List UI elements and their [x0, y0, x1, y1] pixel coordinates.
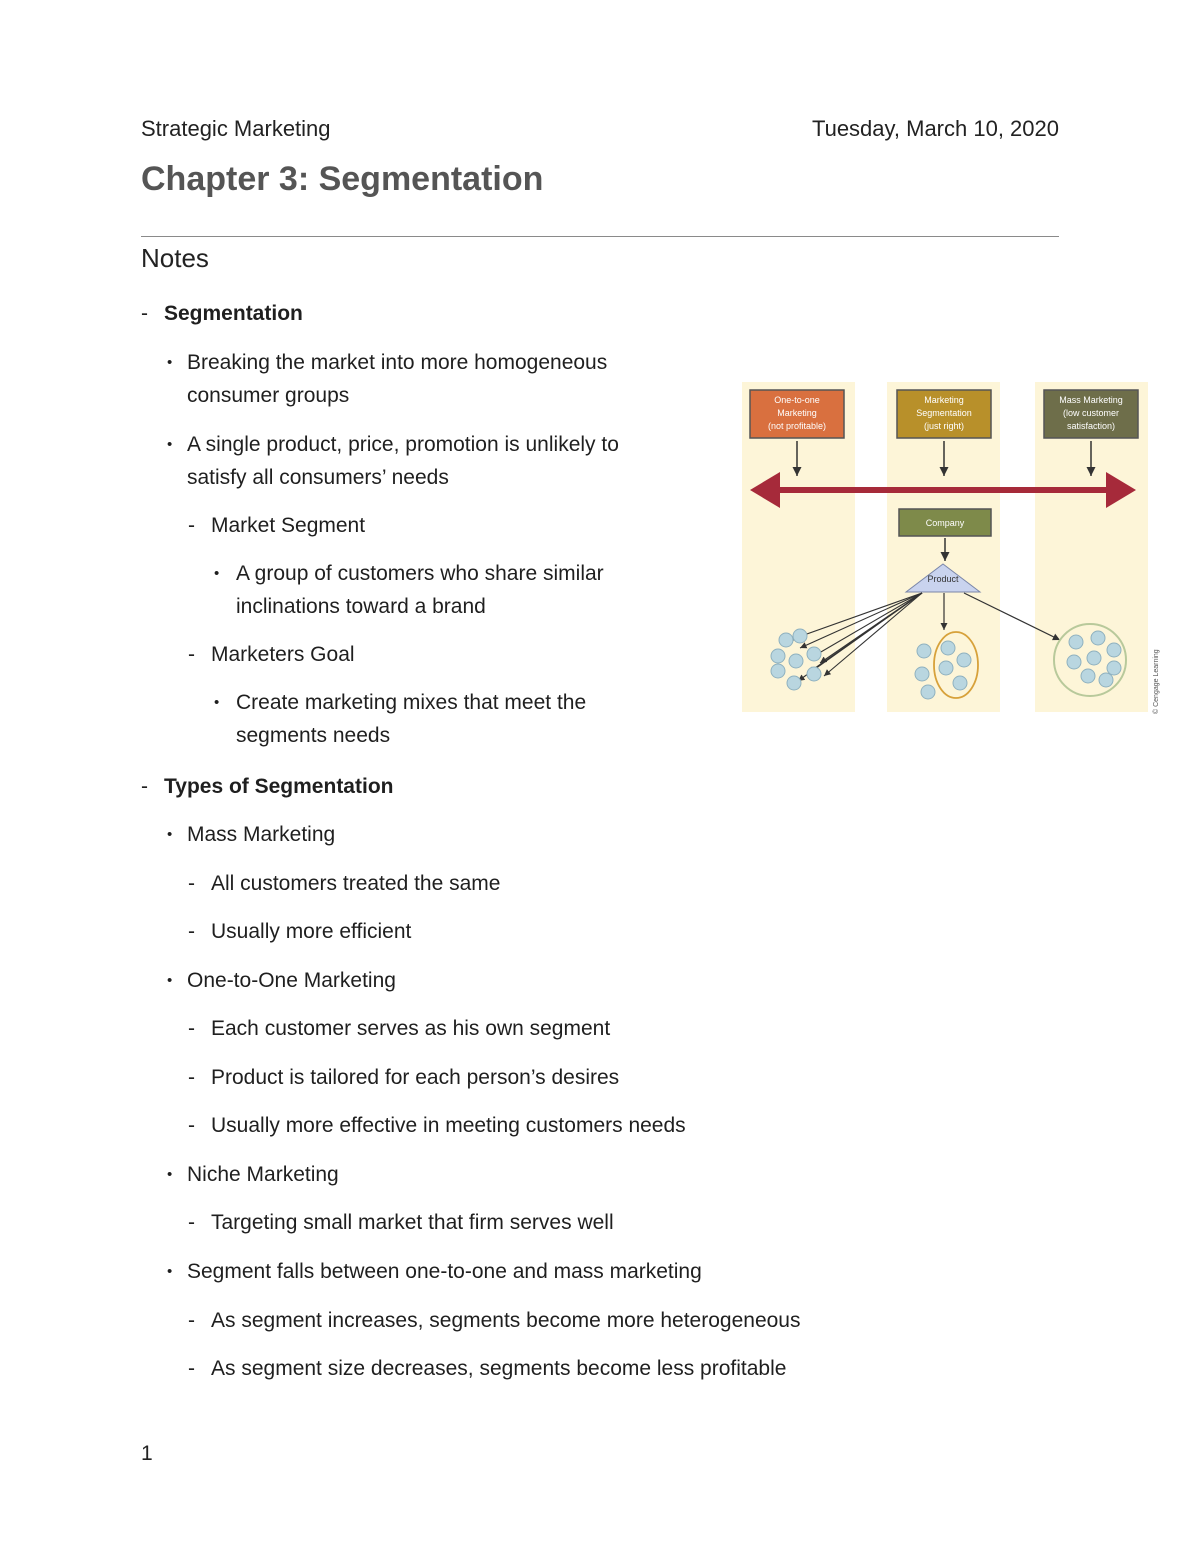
outline-item-level-2 — [188, 509, 365, 542]
box-mass-line3: satisfaction) — [1066, 421, 1116, 431]
segmentation-diagram — [738, 378, 1164, 718]
outline-item-level-2 — [188, 1304, 801, 1337]
dash-marker: - — [188, 1357, 195, 1380]
outline-item-text: All customers treated the same — [211, 872, 501, 895]
outline-item-level-2 — [188, 867, 500, 900]
box-mass — [1044, 390, 1138, 438]
outline-item-level-2 — [188, 915, 411, 948]
bullet-marker: • — [167, 354, 173, 371]
bullet-marker: • — [167, 826, 173, 843]
box-mass-line2: (low customer — [1062, 408, 1120, 418]
outline-item-level-2 — [188, 1061, 619, 1094]
outline-item-level-3 — [214, 557, 604, 623]
bullet-marker: • — [167, 1263, 173, 1280]
outline-item-text: Usually more effective in meeting customers needs — [211, 1114, 686, 1137]
box-segmentation — [897, 390, 991, 438]
bullet-marker: • — [214, 565, 220, 582]
outline-item-level-2 — [188, 638, 355, 671]
outline-item-text: As segment increases, segments become more heterogeneous — [211, 1309, 801, 1332]
box-one-to-one-line2: Marketing — [777, 408, 817, 418]
outline-item-text: Types of Segmentation — [164, 775, 394, 798]
box-one-to-one-line1: One-to-one — [774, 395, 820, 405]
dash-marker: - — [188, 1211, 195, 1234]
company-box — [899, 509, 991, 536]
outline-item-text: Each customer serves as his own segment — [211, 1017, 611, 1040]
outline-item-text: Segment falls between one-to-one and mass marketing — [187, 1260, 702, 1283]
box-one-to-one — [750, 390, 844, 438]
outline-item-level-1 — [167, 964, 396, 997]
outline-item-text: One-to-One Marketing — [187, 969, 396, 992]
box-one-to-one-line3: (not profitable) — [767, 421, 827, 431]
box-segmentation-line3: (just right) — [923, 421, 965, 431]
dash-marker: - — [188, 1309, 195, 1332]
bullet-marker: • — [167, 1166, 173, 1183]
dash-marker: - — [188, 920, 195, 943]
course-name: Strategic Marketing — [141, 116, 331, 141]
outline-item-level-1 — [167, 1255, 702, 1288]
bullet-marker: • — [167, 972, 173, 989]
dash-marker: - — [141, 775, 148, 798]
outline-item-level-3 — [214, 686, 586, 752]
product-label: Product — [927, 574, 959, 584]
page-title: Chapter 3: Segmentation — [141, 160, 544, 198]
outline-item-text: Niche Marketing — [187, 1163, 339, 1186]
dash-marker: - — [141, 302, 148, 325]
dash-marker: - — [188, 1017, 195, 1040]
note-date: Tuesday, March 10, 2020 — [811, 116, 1059, 141]
dash-marker: - — [188, 643, 195, 666]
bullet-marker: • — [214, 694, 220, 711]
figure-credit: © Cengage Learning — [1153, 649, 1160, 714]
outline-item-text: Market Segment — [211, 514, 366, 537]
outline-item-level-2 — [188, 1109, 686, 1142]
company-label: Company — [925, 518, 965, 528]
outline-item-text: A group of customers who share similar inclinations toward a brand — [236, 562, 604, 618]
dash-marker: - — [188, 1066, 195, 1089]
outline-item-level-2 — [188, 1206, 614, 1239]
dash-marker: - — [188, 514, 195, 537]
page-number: 1 — [141, 1442, 153, 1465]
outline-item-level-1 — [167, 1158, 339, 1191]
outline-item-level-0 — [141, 297, 303, 330]
section-label: Notes — [141, 243, 209, 273]
outline-item-level-1 — [167, 428, 619, 494]
outline-item-level-0 — [141, 770, 393, 803]
bullet-marker: • — [167, 436, 173, 453]
box-mass-line1: Mass Marketing — [1059, 395, 1123, 405]
outline-item-text: Segmentation — [164, 302, 303, 325]
box-segmentation-line2: Segmentation — [916, 408, 972, 418]
outline-item-text: Create marketing mixes that meet the segments needs — [236, 691, 587, 747]
box-segmentation-line1: Marketing — [924, 395, 964, 405]
outline-item-level-1 — [167, 346, 607, 412]
outline-item-text: Targeting small market that firm serves well — [211, 1211, 614, 1234]
outline-item-level-2 — [188, 1012, 610, 1045]
outline-item-text: A single product, price, promotion is unlikely to satisfy all consumers’ needs — [187, 433, 619, 489]
title-divider — [141, 236, 1059, 237]
outline-item-text: Product is tailored for each person’s desires — [211, 1066, 620, 1089]
segmentation-spectrum-figure — [738, 378, 1164, 718]
outline-item-text: Breaking the market into more homogeneous consumer groups — [187, 351, 608, 407]
dash-marker: - — [188, 1114, 195, 1137]
outline-item-text: Mass Marketing — [187, 823, 336, 846]
outline-item-level-2 — [188, 1352, 786, 1385]
dash-marker: - — [188, 872, 195, 895]
outline-item-text: Marketers Goal — [211, 643, 355, 666]
outline-item-text: Usually more efficient — [211, 920, 412, 943]
outline-item-level-1 — [167, 818, 335, 851]
outline-item-text: As segment size decreases, segments become less profitable — [211, 1357, 787, 1380]
